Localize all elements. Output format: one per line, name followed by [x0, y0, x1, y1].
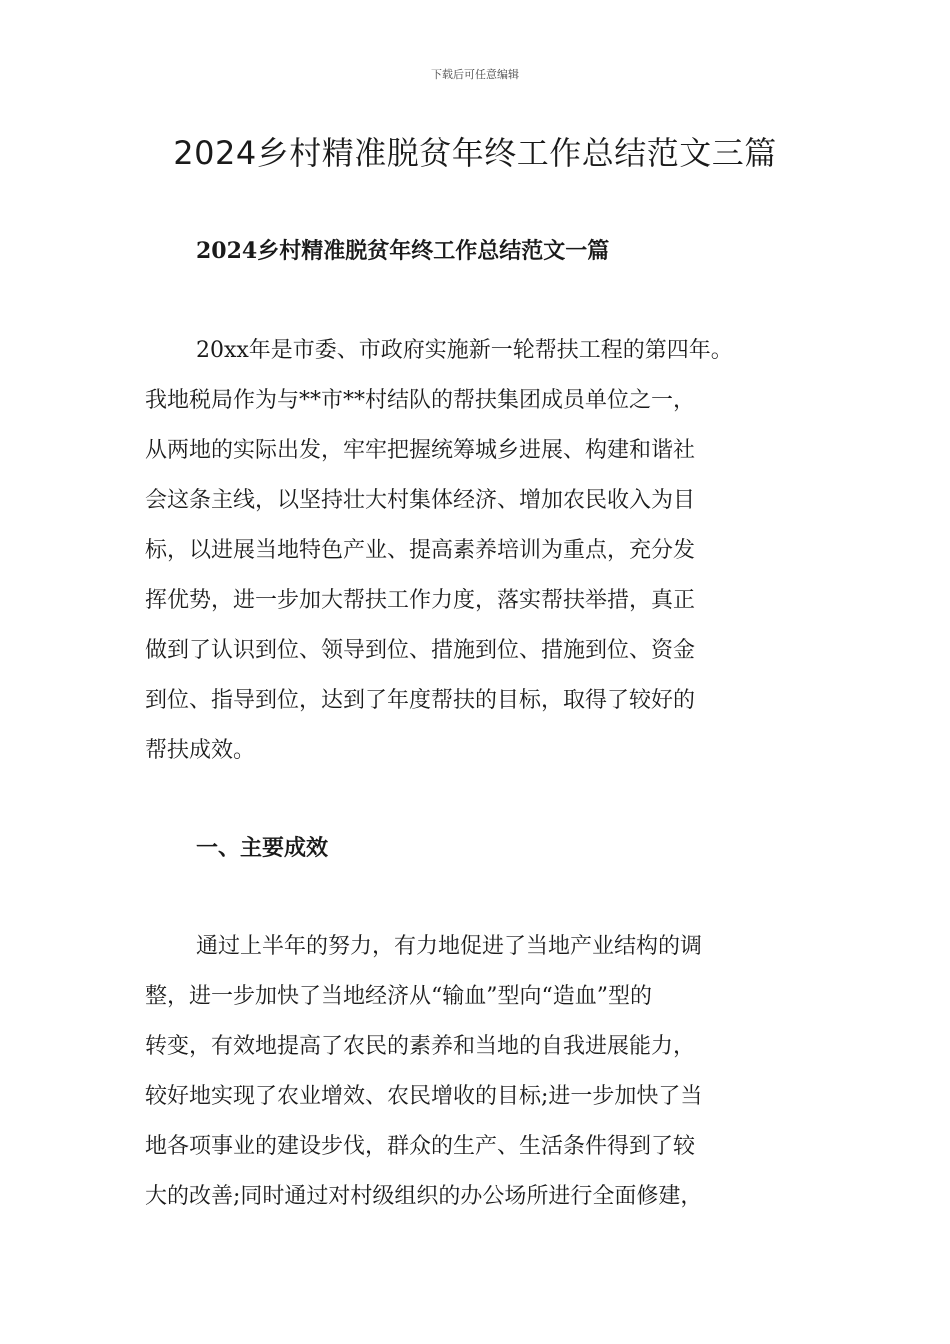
paragraph-line: 通过上半年的努力，有力地促进了当地产业结构的调 — [196, 934, 703, 959]
paragraph-line: 帮扶成效。 — [145, 738, 256, 763]
paragraph-line: 从两地的实际出发，牢牢把握统筹城乡进展、构建和谐社 — [145, 438, 696, 463]
subtitle: 2024乡村精准脱贫年终工作总结范文一篇 — [196, 238, 610, 264]
paragraph-line: 转变，有效地提高了农民的素养和当地的自我进展能力， — [145, 1034, 696, 1059]
paragraph-intro — [145, 326, 815, 776]
section-heading: 一、主要成效 — [196, 835, 329, 861]
paragraph-results — [145, 922, 815, 1222]
paragraph-line: 20xx年是市委、市政府实施新一轮帮扶工程的第四年。 — [196, 338, 733, 363]
paragraph-line: 地各项事业的建设步伐，群众的生产、生活条件得到了较 — [145, 1134, 696, 1159]
paragraph-line: 挥优势，进一步加大帮扶工作力度，落实帮扶举措，真正 — [145, 588, 696, 613]
paragraph-line: 做到了认识到位、领导到位、措施到位、措施到位、资金 — [145, 638, 696, 663]
paragraph-line: 会这条主线，以坚持壮大村集体经济、增加农民收入为目 — [145, 488, 696, 513]
paragraph-line: 我地税局作为与**市**村结队的帮扶集团成员单位之一， — [145, 388, 696, 413]
paragraph-line: 整，进一步加快了当地经济从“输血”型向“造血”型的 — [145, 984, 652, 1009]
paragraph-line: 大的改善;同时通过对村级组织的办公场所进行全面修建， — [145, 1184, 703, 1209]
paragraph-line: 标，以进展当地特色产业、提高素养培训为重点，充分发 — [145, 538, 696, 563]
paragraph-line: 较好地实现了农业增效、农民增收的目标;进一步加快了当 — [145, 1084, 703, 1109]
header-note: 下载后可任意编辑 — [431, 68, 519, 81]
paragraph-line: 到位、指导到位，达到了年度帮扶的目标，取得了较好的 — [145, 688, 696, 713]
document-title: 2024乡村精准脱贫年终工作总结范文三篇 — [173, 134, 777, 172]
